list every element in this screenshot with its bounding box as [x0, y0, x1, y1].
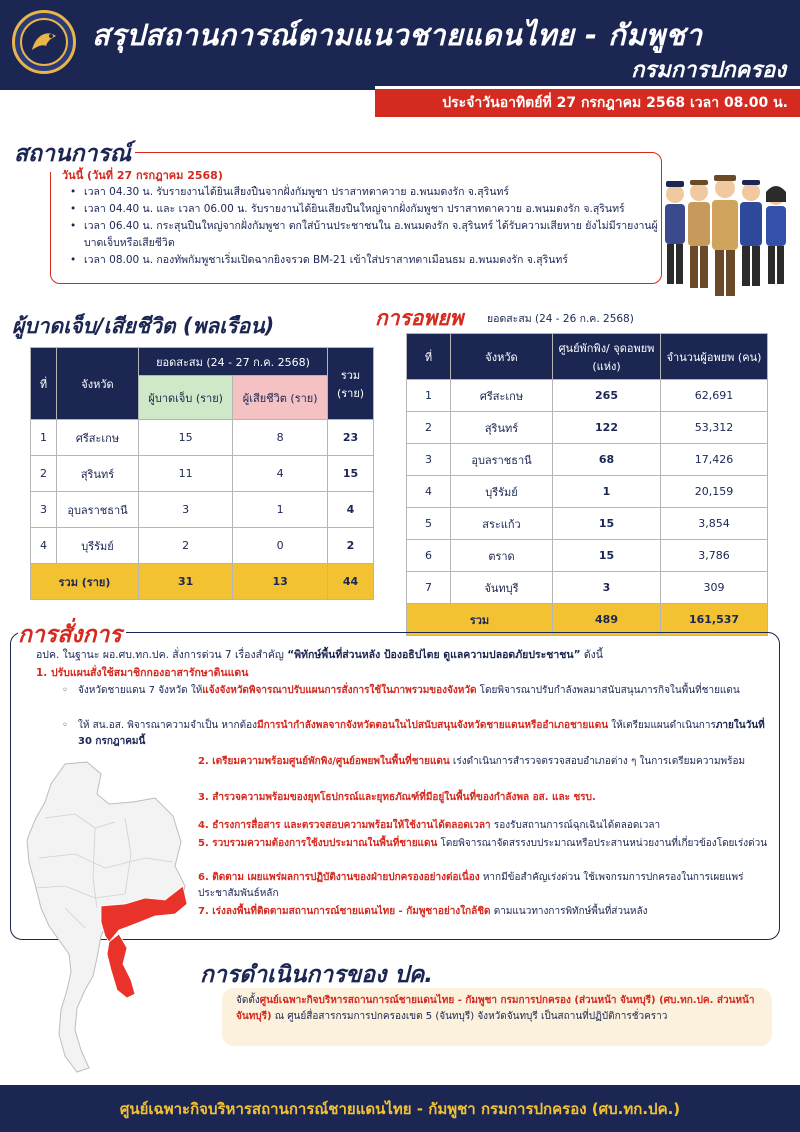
order-item — [198, 904, 778, 920]
cell-no: 2 — [31, 456, 57, 492]
text: จัดตั้ง — [236, 995, 260, 1006]
header-stripe — [0, 86, 375, 90]
situation-title: สถานการณ์ — [14, 136, 135, 172]
order-item-text: ตามแนวทางการพิทักษ์พื้นที่ส่วนหลัง — [490, 906, 648, 917]
sum-total: 44 — [328, 564, 374, 600]
orders-intro — [36, 646, 603, 663]
cell-total: 2 — [328, 528, 374, 564]
table-row — [407, 476, 768, 508]
table-sum-row — [31, 564, 374, 600]
table-row — [31, 420, 374, 456]
cell-dead: 0 — [233, 528, 328, 564]
cell-centers: 15 — [553, 508, 661, 540]
table-row — [31, 456, 374, 492]
cell-province: ศรีสะเกษ — [57, 420, 139, 456]
col-total: รวม (ราย) — [328, 348, 374, 420]
col-centers: ศูนย์พักพิง/ จุดอพยพ (แห่ง) — [553, 334, 661, 380]
table-row — [31, 528, 374, 564]
dopa-logo-icon — [12, 10, 76, 74]
text: จังหวัดชายแดน 7 จังหวัด ให้ — [78, 685, 203, 696]
casualties-table — [30, 347, 374, 600]
col-people: จำนวนผู้อพยพ (คน) — [661, 334, 768, 380]
cell-injured: 2 — [139, 528, 233, 564]
order-item — [198, 754, 778, 770]
cell-people: 3,786 — [661, 540, 768, 572]
cell-people: 53,312 — [661, 412, 768, 444]
order-item-title: 4. ธำรงการสื่อสาร และตรวจสอบความพร้อมให้ใช้งานได้ตลอดเวลา — [198, 820, 491, 831]
order-1-sub-1 — [62, 683, 772, 699]
evacuation-title: การอพยพ — [375, 306, 464, 330]
situation-item: • เวลา 08.00 น. กองทัพกัมพูชาเริ่มเปิดฉากยิงจรวด BM-21 เข้าใส่ปราสาทตาเมือนธม อ.พนมดงรัก จ.สุรินทร์ — [70, 252, 660, 269]
orders-intro-motto: “พิทักษ์พื้นที่ส่วนหลัง ป้องอธิปไตย ดูแลความปลอดภัยประชาชน” — [287, 649, 581, 661]
cell-no: 2 — [407, 412, 451, 444]
order-item-title: 2. เตรียมความพร้อมศูนย์พักพิง/ศูนย์อพยพในพื้นที่ชายแดน — [198, 756, 450, 767]
deadline: ภายในวันที่ 30 กรกฎาคมนี้ — [78, 720, 765, 747]
situation-list — [70, 184, 660, 269]
cell-total: 15 — [328, 456, 374, 492]
sum-injured: 31 — [139, 564, 233, 600]
cell-total: 23 — [328, 420, 374, 456]
sum-centers: 489 — [553, 604, 661, 636]
cell-no: 3 — [31, 492, 57, 528]
orders-intro-text: อปค. ในฐานะ ผอ.ศบ.ทก.ปค. สั่งการด่วน 7 เรื่องสำคัญ — [36, 649, 288, 661]
cell-injured: 11 — [139, 456, 233, 492]
cell-province: ศรีสะเกษ — [451, 380, 553, 412]
evacuation-subtitle: ยอดสะสม (24 - 26 ก.ค. 2568) — [487, 313, 634, 325]
cell-province: บุรีรัมย์ — [451, 476, 553, 508]
orders-intro-tail: ดังนี้ — [580, 649, 603, 661]
cell-centers: 122 — [553, 412, 661, 444]
cell-dead: 4 — [233, 456, 328, 492]
sum-dead: 13 — [233, 564, 328, 600]
order-item — [198, 818, 778, 834]
order-1-sub-2 — [62, 718, 772, 750]
table-row — [407, 380, 768, 412]
situation-today: วันนี้ (วันที่ 27 กรกฎาคม 2568) — [62, 169, 223, 182]
sum-people: 161,537 — [661, 604, 768, 636]
situation-item: • เวลา 04.30 น. รับรายงานได้ยินเสียงปืนจากฝั่งกัมพูชา ปราสาทตาควาย อ.พนมดงรัก จ.สุรินทร์ — [70, 184, 660, 201]
cell-centers: 68 — [553, 444, 661, 476]
order-item-text: รองรับสถานการณ์ฉุกเฉินได้ตลอดเวลา — [490, 820, 661, 831]
text: ให้เตรียมแผนดำเนินการ — [608, 720, 716, 731]
order-item-text: หากมีข้อสำคัญเร่งด่วน ใช้เพจกรมการปกครองในการเผยแพร่ประชาสัมพันธ์หลัก — [198, 872, 744, 899]
casualties-title: ผู้บาดเจ็บ/เสียชีวิต (พลเรือน) — [12, 314, 275, 338]
page-title: สรุปสถานการณ์ตามแนวชายแดนไทย - กัมพูชา — [92, 18, 703, 52]
date-banner: ประจำวันอาทิตย์ที่ 27 กรกฎาคม 2568 เวลา 08.00 น. — [375, 89, 800, 117]
cell-injured: 3 — [139, 492, 233, 528]
cell-people: 309 — [661, 572, 768, 604]
cell-province: บุรีรัมย์ — [57, 528, 139, 564]
order-item — [198, 870, 778, 902]
footer-bar: ศูนย์เฉพาะกิจบริหารสถานการณ์ชายแดนไทย - กัมพูชา กรมการปกครอง (ศบ.ทก.ปค.) — [0, 1085, 800, 1132]
cell-no: 7 — [407, 572, 451, 604]
table-sum-row — [407, 604, 768, 636]
text: ให้ สน.อส. พิจารณาความจำเป็น หากต้อง — [78, 720, 257, 731]
cell-no: 5 — [407, 508, 451, 540]
cell-centers: 3 — [553, 572, 661, 604]
cell-no: 4 — [31, 528, 57, 564]
col-dead: ผู้เสียชีวิต (ราย) — [233, 376, 328, 420]
col-no: ที่ — [407, 334, 451, 380]
highlight: มีการนำกำลังพลจากจังหวัดตอนในไปสนับสนุนจังหวัดชายแดนหรืออำเภอชายแดน — [256, 720, 609, 731]
cell-province: สระแก้ว — [451, 508, 553, 540]
order-item-title: 6. ติดตาม เผยแพร่ผลการปฏิบัติงานของฝ่ายปกครองอย่างต่อเนื่อง — [198, 872, 480, 883]
cell-dead: 1 — [233, 492, 328, 528]
order-item — [198, 836, 778, 852]
cell-total: 4 — [328, 492, 374, 528]
order-item — [198, 790, 778, 806]
sum-label: รวม (ราย) — [31, 564, 139, 600]
table-row — [31, 492, 374, 528]
cell-no: 4 — [407, 476, 451, 508]
col-injured: ผู้บาดเจ็บ (ราย) — [139, 376, 233, 420]
cell-people: 62,691 — [661, 380, 768, 412]
actions-text — [236, 993, 764, 1025]
highlight: แจ้งจังหวัดพิจารณาปรับแผนการสั่งการใช้ในภาพรวมของจังหวัด — [202, 685, 477, 696]
actions-title: การดำเนินการของ ปค. — [200, 962, 434, 988]
col-no: ที่ — [31, 348, 57, 420]
highlight: ศูนย์เฉพาะกิจบริหารสถานการณ์ชายแดนไทย - กัมพูชา กรมการปกครอง (ส่วนหน้า จันทบุรี) (ศบ.ทก.ปค. ส่วนหน้า จันทบุรี) — [236, 995, 755, 1022]
table-row — [407, 412, 768, 444]
cell-province: อุบลราชธานี — [57, 492, 139, 528]
table-row — [407, 508, 768, 540]
cell-centers: 15 — [553, 540, 661, 572]
order-item-title: 3. สำรวจความพร้อมของยุทโธปกรณ์และยุทธภัณฑ์ที่มีอยู่ในพื้นที่ของกำลังพล อส. และ ชรบ. — [198, 792, 596, 803]
order-item-title: 7. เร่งลงพื้นที่ติดตามสถานการณ์ชายแดนไทย - กัมพูชาอย่างใกล้ชิด — [198, 906, 491, 917]
cell-people: 17,426 — [661, 444, 768, 476]
evacuation-table — [406, 333, 768, 636]
order-1-title: 1. ปรับแผนสั่งใช้สมาชิกกองอาสารักษาดินแดน — [36, 667, 249, 679]
col-province: จังหวัด — [451, 334, 553, 380]
cell-people: 20,159 — [661, 476, 768, 508]
cell-centers: 1 — [553, 476, 661, 508]
cell-province: สุรินทร์ — [57, 456, 139, 492]
table-row — [407, 572, 768, 604]
cell-centers: 265 — [553, 380, 661, 412]
orders-title: การสั่งการ — [18, 617, 126, 653]
table-row — [407, 540, 768, 572]
org-name: กรมการปกครอง — [631, 58, 786, 83]
order-item-text: เร่งดำเนินการสำรวจตรวจสอบอำเภอต่าง ๆ ในการเตรียมความพร้อม — [449, 756, 746, 767]
table-row — [407, 444, 768, 476]
cell-no: 3 — [407, 444, 451, 476]
cell-province: ตราด — [451, 540, 553, 572]
cell-province: อุบลราชธานี — [451, 444, 553, 476]
officers-illustration — [655, 172, 795, 304]
text: ณ ศูนย์สื่อสารกรมการปกครองเขต 5 (จันทบุรี) จังหวัดจันทบุรี เป็นสถานที่ปฏิบัติการชั่วคราว — [271, 1011, 668, 1022]
cell-no: 1 — [407, 380, 451, 412]
sum-label: รวม — [407, 604, 553, 636]
cell-injured: 15 — [139, 420, 233, 456]
col-province: จังหวัด — [57, 348, 139, 420]
cell-province: จันทบุรี — [451, 572, 553, 604]
situation-item: • เวลา 06.40 น. กระสุนปืนใหญ่จากฝั่งกัมพูชา ตกใส่บ้านประชาชนใน อ.พนมดงรัก จ.สุรินทร์ ได้รับความเสียหาย ยังไม่มีรายงานผู้บาดเจ็บหรือเสียชีวิต — [70, 218, 660, 252]
cell-dead: 8 — [233, 420, 328, 456]
col-cumulative: ยอดสะสม (24 - 27 ก.ค. 2568) — [139, 348, 328, 376]
situation-item: • เวลา 04.40 น. และ เวลา 06.00 น. รับรายงานได้ยินเสียงปืนใหญ่จากฝั่งกัมพูชา ปราสาทตาควาย อ.พนมดงรัก จ.สุรินทร์ — [70, 201, 660, 218]
order-item-title: 5. รวบรวมความต้องการใช้งบประมาณในพื้นที่ชายแดน — [198, 838, 438, 849]
cell-people: 3,854 — [661, 508, 768, 540]
order-item-text: โดยพิจารณาจัดสรรงบประมาณหรือประสานหน่วยงานที่เกี่ยวข้องโดยเร่งด่วน — [437, 838, 768, 849]
cell-no: 6 — [407, 540, 451, 572]
text: โดยพิจารณาปรับกำลังพลมาสนับสนุนภารกิจในพื้นที่ชายแดน — [476, 685, 740, 696]
cell-province: สุรินทร์ — [451, 412, 553, 444]
thailand-map-icon — [5, 758, 210, 1074]
cell-no: 1 — [31, 420, 57, 456]
